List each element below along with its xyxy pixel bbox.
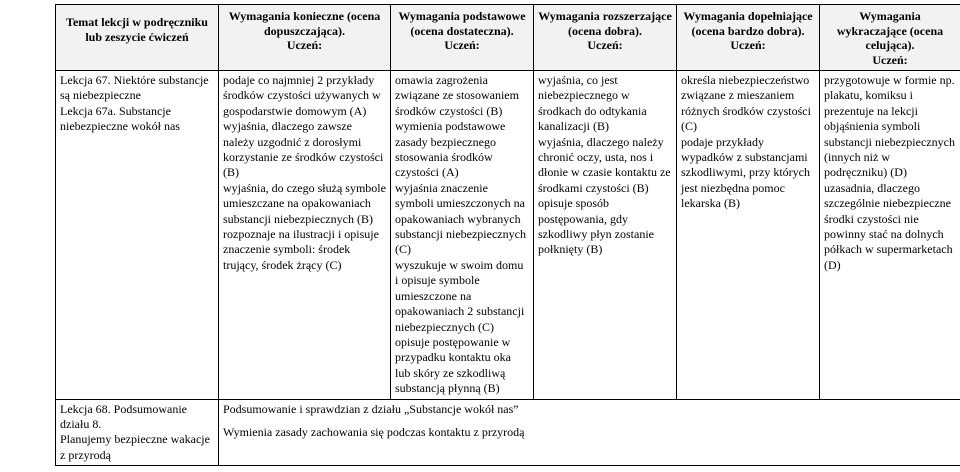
requirements-table bbox=[55, 4, 960, 466]
header-wykraczajace: Wymagania wykraczające (ocena celująca). Uczeń: bbox=[820, 5, 960, 71]
table-row-lesson-67 bbox=[56, 71, 960, 400]
lesson-67-podstawowe: omawia zagrożenia związane ze stosowaniem środków czystości (B) wymienia podstawowe zasady bezpiecznego stosowania środków czystości (A) wyjaśnia znaczenie symboli umieszczonych na opakowaniach wybranych substancji niebezpiecznych (C) wyszukuje w swoim domu i opisuje symbole umieszczone na opakowaniach 2 substancji niebezpiecznych (C) opisuje postępowanie w przypadku kontaktu oka lub skóry ze szkodliwą substancją płynną (B) bbox=[391, 71, 534, 400]
header-lesson-topic: Temat lekcji w podręczniku lub zeszycie ćwiczeń bbox=[56, 5, 219, 71]
lesson-67-wykraczajace: przygotowuje w formie np. plakatu, komiksu i prezentuje na lekcji objąśnienia symboli substancji niebezpiecznych (innych niż w podręczniku) (D) uzasadnia, dlaczego szczególnie niebezpieczne środki czystości nie powinny stać na dolnych półkach w supermarketach (D) bbox=[820, 71, 960, 400]
lesson-67-topic: Lekcja 67. Niektóre substancje są niebezpieczne Lekcja 67a. Substancje niebezpieczne wokół nas bbox=[56, 71, 219, 400]
lesson-68-rules: Wymienia zasady zachowania się podczas kontaktu z przyrodą bbox=[223, 424, 525, 439]
header-konieczne: Wymagania konieczne (ocena dopuszczająca). Uczeń: bbox=[219, 5, 391, 71]
lesson-67-konieczne: podaje co najmniej 2 przykłady środków czystości używanych w gospodarstwie domowym (A) wyjaśnia, dlaczego zawsze należy uzgodnić z dorosłymi korzystanie ze środków czystości (B) wyjaśnia, do czego służą symbole umieszczane na opakowaniach substancji niebezpiecznych (B) rozpoznaje na ilustracji i opisuje znaczenie symboli: środek trujący, środek żrący (C) bbox=[219, 71, 391, 400]
header-podstawowe: Wymagania podstawowe (ocena dostateczna). Uczeń: bbox=[391, 5, 534, 71]
lesson-68-requirements bbox=[219, 399, 960, 466]
lesson-68-summary: Podsumowanie i sprawdzian z działu „Substancje wokół nas” bbox=[223, 401, 519, 416]
lesson-67-dopelniajace: określa niebezpieczeństwo związane z mieszaniem różnych środków czystości (C) podaje przykłady wypadków z substancjami szkodliwymi, przy których jest niezbędna pomoc lekarska (B) bbox=[677, 71, 820, 400]
lesson-68-topic: Lekcja 68. Podsumowanie działu 8. Planujemy bezpieczne wakacje z przyrodą bbox=[56, 399, 219, 466]
header-rozszerzajace: Wymagania rozszerzające (ocena dobra). Uczeń: bbox=[534, 5, 677, 71]
footnote-separator bbox=[55, 465, 180, 466]
header-dopelniajace: Wymagania dopełniające (ocena bardzo dobra). Uczeń: bbox=[677, 5, 820, 71]
header-row bbox=[56, 5, 960, 71]
lesson-67-rozszerzajace: wyjaśnia, co jest niebezpiecznego w środkach do odtykania kanalizacji (B) wyjaśnia, dlaczego należy chronić oczy, usta, nos i dłonie w czasie kontaktu ze środkami czystości (B) opisuje sposób postępowania, gdy szkodliwy płyn zostanie połknięty (B) bbox=[534, 71, 677, 400]
table-row-lesson-68 bbox=[56, 399, 960, 466]
